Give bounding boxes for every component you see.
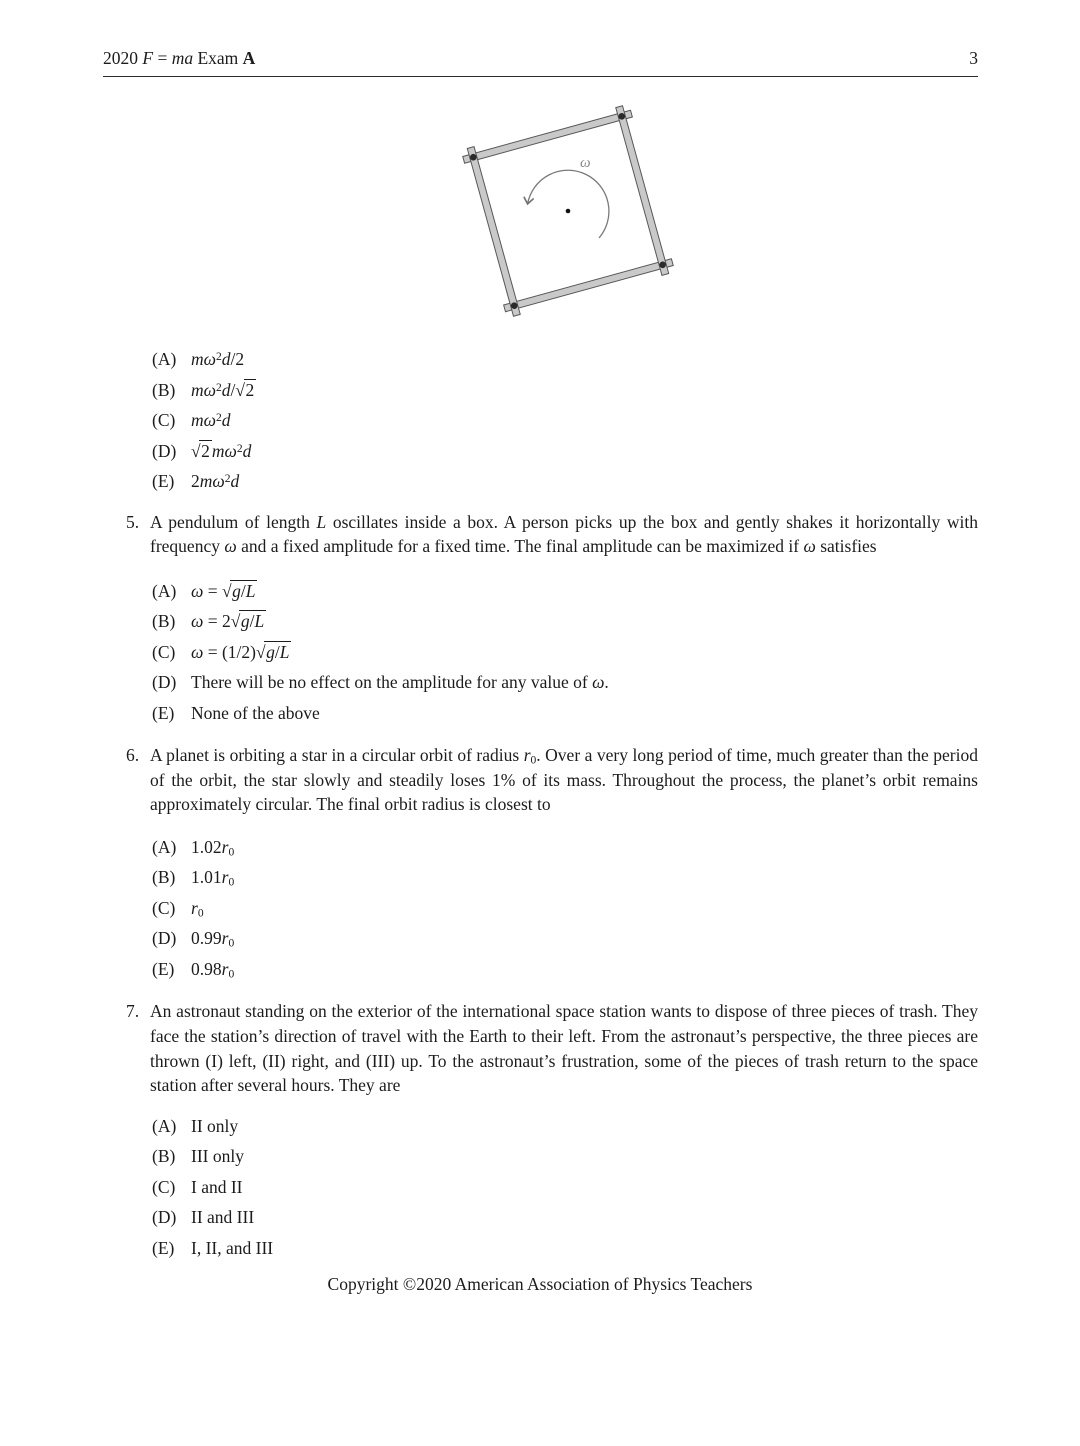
choice-text: III only — [191, 1146, 244, 1167]
choice-row-B — [152, 865, 1080, 890]
question-number: 7. — [126, 1001, 140, 1022]
choice-row-A — [152, 579, 1080, 604]
rod-left — [467, 147, 520, 317]
choice-label: (A) — [152, 1115, 177, 1136]
choice-row-E — [152, 701, 1080, 726]
choice-text: $m\omega^2d$ — [191, 410, 231, 430]
page-header — [103, 48, 978, 77]
choice-label: (D) — [152, 440, 177, 461]
question-body: An astronaut standing on the exterior of the international space station wants to dispose of three pieces of trash. They face the station’s direction of travel with the Earth to their left. From the astronaut’s perspective, the three pieces are thrown (I) left, (II) right, and (III) up. To the astronaut’s frustration, some of the pieces of trash return to the space station after several hours. They are — [150, 1001, 978, 1096]
choice-text: $r_0$ — [191, 897, 204, 920]
choice-label: (A) — [152, 836, 177, 857]
rod-top — [463, 110, 633, 163]
choice-label: (D) — [152, 672, 177, 693]
choice-label: (E) — [152, 1237, 175, 1258]
choice-row-D — [152, 670, 1080, 695]
choice-text: ω = 2√g/L — [191, 611, 265, 632]
choice-text: $0.99r_0$ — [191, 928, 235, 950]
choice-label: (A) — [152, 580, 177, 601]
copyright-line: Copyright ©2020 American Association of Physics Teachers — [327, 1274, 753, 1295]
choice-label: (D) — [152, 1207, 177, 1228]
choice-label: (C) — [152, 641, 176, 662]
choice-label: (B) — [152, 611, 176, 632]
choice-label: (C) — [152, 410, 176, 430]
choice-label: (A) — [152, 349, 177, 369]
choice-row-E — [152, 469, 1080, 494]
choice-row-C — [152, 1175, 1080, 1200]
page-number: 3 — [969, 48, 978, 68]
choice-text: $m\omega^2d/2$ — [191, 349, 245, 369]
choice-row-B — [152, 1144, 1080, 1169]
choice-text: ω = (1/2)√g/L — [191, 641, 290, 662]
question5-choices — [152, 579, 1080, 726]
question-6-text — [126, 743, 978, 817]
question7-choices — [152, 1114, 1080, 1261]
omega-rotation-arc — [528, 170, 609, 238]
choice-row-B — [152, 609, 1080, 634]
choice-row-C — [152, 640, 1080, 665]
choice-text: II and III — [191, 1207, 255, 1228]
question-number: 6. — [126, 745, 140, 766]
choice-row-D — [152, 1205, 1080, 1230]
question-number: 5. — [126, 511, 140, 532]
choice-row-A — [152, 835, 1080, 860]
question6-choices — [152, 835, 1080, 982]
choice-row-D — [152, 926, 1080, 951]
choice-label: (B) — [152, 1146, 176, 1167]
choice-row-C — [152, 408, 1080, 433]
rod-bottom — [504, 259, 674, 312]
choice-label: (C) — [152, 1176, 176, 1197]
choice-label: (E) — [152, 471, 175, 491]
question-body: A planet is orbiting a star in a circular orbit of radius $r_0$. Over a very long period of time, much greater than the period of the orbit, the star slowly and steadily loses 1% of its mass. Throughout the process, the planet’s orbit remains approximately circular. The final orbit radius is closest to — [150, 745, 978, 815]
question4-choices — [152, 347, 1080, 494]
omega-label: ω — [580, 155, 591, 171]
rod-right — [616, 106, 669, 276]
question-7-text — [126, 999, 978, 1097]
choice-row-D — [152, 439, 1080, 464]
rotating-square-figure — [438, 91, 698, 325]
choice-row-E — [152, 1236, 1080, 1261]
choice-text: ω = √g/L — [191, 580, 256, 601]
choice-label: (E) — [152, 702, 175, 723]
exam-title: 2020 F = ma Exam A — [103, 48, 256, 68]
choice-row-E — [152, 957, 1080, 982]
center-pivot-dot — [566, 209, 571, 214]
choice-text: None of the above — [191, 702, 320, 723]
choice-row-C — [152, 896, 1080, 921]
choice-text: I and II — [191, 1176, 243, 1197]
choice-text: $2m\omega^2d$ — [191, 471, 240, 491]
choice-label: (C) — [152, 897, 176, 918]
choice-text: $0.98r_0$ — [191, 958, 235, 981]
choice-row-A — [152, 347, 1080, 372]
choice-text: √2 $m\omega^2d$ — [191, 440, 252, 461]
choice-text: There will be no effect on the amplitude for any value of ω. — [191, 672, 609, 693]
choice-label: (B) — [152, 379, 176, 400]
question-body: A pendulum of length L oscillates inside a box. A person picks up the box and gently shakes it horizontally with frequency ω and a fixed amplitude for a fixed time. The final amplitude can be maximized if ω satisfies — [150, 511, 979, 557]
choice-label: (D) — [152, 928, 177, 949]
choice-row-A — [152, 1114, 1080, 1139]
choice-text: $m\omega^2d/√2$ — [191, 379, 255, 400]
choice-text: II only — [191, 1115, 239, 1136]
choice-text: $1.02r_0$ — [191, 836, 235, 859]
choice-row-B — [152, 378, 1080, 403]
choice-text: I, II, and III — [191, 1237, 274, 1258]
question-5-text — [126, 510, 979, 559]
choice-text: $1.01r_0$ — [191, 867, 235, 889]
choice-label: (E) — [152, 958, 175, 979]
choice-label: (B) — [152, 867, 176, 888]
